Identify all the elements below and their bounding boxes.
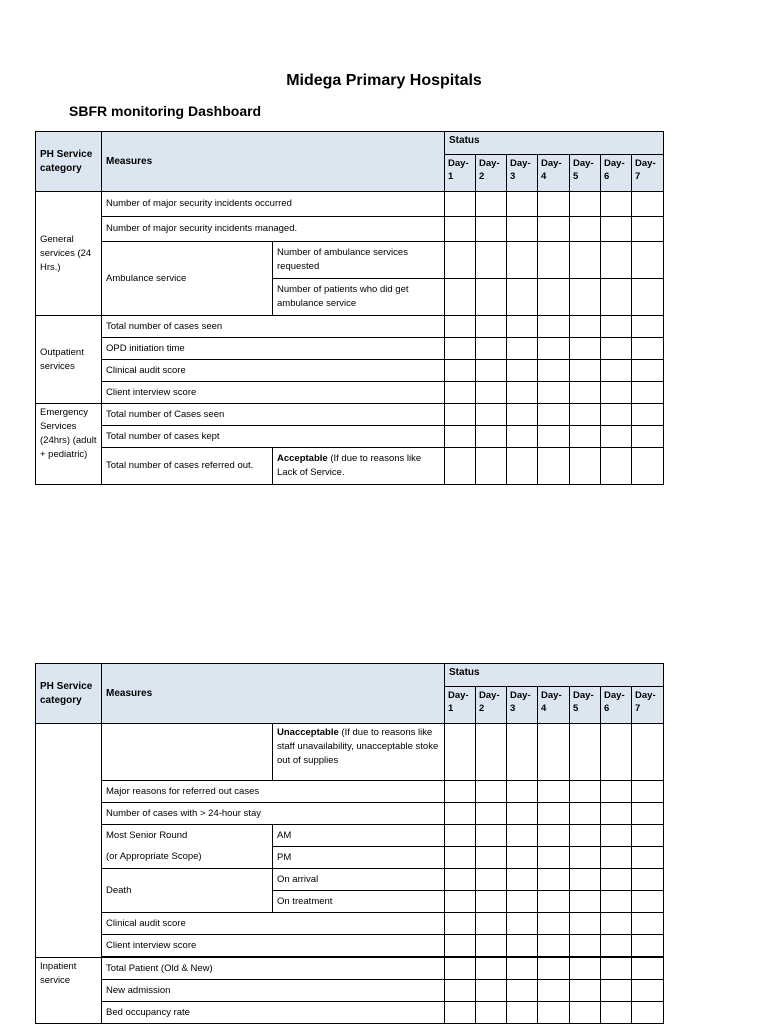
status-cell	[601, 192, 632, 217]
status-cell	[601, 426, 632, 448]
status-cell	[445, 781, 476, 803]
status-cell	[632, 724, 664, 781]
status-cell	[538, 1002, 570, 1024]
status-cell	[507, 825, 538, 847]
status-cell	[507, 1002, 538, 1024]
dashboard-subtitle: SBFR monitoring Dashboard	[69, 103, 262, 119]
measure-op-interview-score: Client interview score	[102, 382, 445, 404]
status-cell	[476, 803, 507, 825]
measure-er-cases-seen: Total number of Cases seen	[102, 404, 445, 426]
status-cell	[538, 360, 570, 382]
status-cell	[476, 958, 507, 980]
measure-referred-acceptable	[273, 448, 445, 485]
status-cell	[476, 891, 507, 913]
status-cell	[476, 825, 507, 847]
header-day-3: Day-3	[507, 155, 538, 192]
header-day-1: Day-1	[445, 155, 476, 192]
status-cell	[445, 825, 476, 847]
status-cell	[601, 869, 632, 891]
status-cell	[538, 891, 570, 913]
category-outpatient-services: Outpatient services	[36, 316, 102, 404]
measure-opd-initiation-time: OPD initiation time	[102, 338, 445, 360]
status-cell	[601, 980, 632, 1002]
status-cell	[570, 825, 601, 847]
header-day-6: Day-6	[601, 687, 632, 724]
status-cell	[538, 958, 570, 980]
status-cell	[476, 781, 507, 803]
status-cell	[632, 980, 664, 1002]
measure-security-occurred: Number of major security incidents occurred	[102, 192, 445, 217]
status-cell	[507, 338, 538, 360]
measure-op-audit-score: Clinical audit score	[102, 360, 445, 382]
status-cell	[632, 847, 664, 869]
header-day-7: Day-7	[632, 155, 664, 192]
status-cell	[570, 192, 601, 217]
status-cell	[570, 891, 601, 913]
dashboard-table-2	[35, 663, 664, 1024]
category-general-services: General services (24 Hrs.)	[36, 192, 102, 316]
status-cell	[601, 913, 632, 935]
status-cell	[445, 279, 476, 316]
status-cell	[570, 316, 601, 338]
status-cell	[632, 404, 664, 426]
header-status: Status	[445, 132, 664, 155]
status-cell	[538, 825, 570, 847]
status-cell	[507, 958, 538, 980]
status-cell	[538, 448, 570, 485]
status-cell	[601, 404, 632, 426]
measure-round-pm: PM	[273, 847, 445, 869]
status-cell	[570, 360, 601, 382]
status-cell	[476, 382, 507, 404]
header-day-7: Day-7	[632, 687, 664, 724]
measure-round-am: AM	[273, 825, 445, 847]
status-cell	[445, 724, 476, 781]
measure-appropriate-scope: (or Appropriate Scope)	[102, 847, 273, 869]
measure-ambulance-service: Ambulance service	[102, 242, 273, 316]
status-cell	[601, 935, 632, 957]
status-cell	[445, 192, 476, 217]
status-cell	[538, 724, 570, 781]
status-cell	[476, 448, 507, 485]
status-cell	[538, 279, 570, 316]
category-continued-blank	[36, 724, 102, 958]
status-cell	[507, 404, 538, 426]
status-cell	[570, 279, 601, 316]
status-cell	[570, 847, 601, 869]
status-cell	[601, 803, 632, 825]
status-cell	[445, 448, 476, 485]
status-cell	[570, 724, 601, 781]
status-cell	[632, 448, 664, 485]
status-cell	[570, 958, 601, 980]
status-cell	[601, 242, 632, 279]
status-cell	[632, 382, 664, 404]
status-cell	[476, 316, 507, 338]
status-cell	[601, 891, 632, 913]
status-cell	[445, 847, 476, 869]
status-cell	[601, 847, 632, 869]
measure-er-referred-out: Total number of cases referred out.	[102, 448, 273, 485]
header-day-1: Day-1	[445, 687, 476, 724]
status-cell	[476, 426, 507, 448]
status-cell	[601, 360, 632, 382]
status-cell	[476, 242, 507, 279]
status-cell	[570, 448, 601, 485]
measure-death-on-arrival: On arrival	[273, 869, 445, 891]
measure-op-cases-seen: Total number of cases seen	[102, 316, 445, 338]
status-cell	[476, 217, 507, 242]
status-cell	[570, 803, 601, 825]
measure-major-reasons: Major reasons for referred out cases	[102, 781, 445, 803]
measure-er-cases-kept: Total number of cases kept	[102, 426, 445, 448]
status-cell	[445, 217, 476, 242]
status-cell	[632, 825, 664, 847]
status-cell	[601, 279, 632, 316]
status-cell	[445, 404, 476, 426]
status-cell	[507, 426, 538, 448]
status-cell	[570, 217, 601, 242]
measure-senior-round: Most Senior Round	[102, 825, 273, 847]
status-cell	[476, 1002, 507, 1024]
header-status: Status	[445, 664, 664, 687]
status-cell	[632, 279, 664, 316]
status-cell	[570, 935, 601, 957]
status-cell	[538, 338, 570, 360]
status-cell	[476, 935, 507, 957]
document-title: Midega Primary Hospitals	[286, 72, 482, 89]
status-cell	[632, 781, 664, 803]
status-cell	[601, 382, 632, 404]
status-cell	[445, 980, 476, 1002]
status-cell	[538, 426, 570, 448]
header-measures: Measures	[102, 132, 445, 192]
status-cell	[445, 338, 476, 360]
status-cell	[445, 958, 476, 980]
status-cell	[538, 404, 570, 426]
header-day-4: Day-4	[538, 155, 570, 192]
status-cell	[570, 913, 601, 935]
status-cell	[601, 1002, 632, 1024]
measure-long-stay: Number of cases with > 24-hour stay	[102, 803, 445, 825]
measure-new-admission: New admission	[102, 980, 445, 1002]
status-cell	[476, 360, 507, 382]
header-day-2: Day-2	[476, 155, 507, 192]
dashboard-table-1	[35, 131, 664, 485]
status-cell	[507, 781, 538, 803]
status-cell	[570, 869, 601, 891]
status-cell	[632, 242, 664, 279]
status-cell	[632, 316, 664, 338]
acceptable-note: (If due to reasons like Lack of Service.	[277, 453, 422, 478]
category-inpatient-service: Inpatient service	[36, 958, 102, 1024]
status-cell	[570, 1002, 601, 1024]
status-cell	[570, 426, 601, 448]
status-cell	[601, 724, 632, 781]
measure-referred-unacceptable	[273, 724, 445, 781]
header-day-2: Day-2	[476, 687, 507, 724]
status-cell	[476, 192, 507, 217]
status-cell	[507, 869, 538, 891]
status-cell	[445, 803, 476, 825]
status-cell	[632, 935, 664, 957]
status-cell	[538, 382, 570, 404]
status-cell	[538, 217, 570, 242]
status-cell	[538, 913, 570, 935]
status-cell	[632, 913, 664, 935]
status-cell	[507, 242, 538, 279]
status-cell	[445, 316, 476, 338]
header-day-4: Day-4	[538, 687, 570, 724]
unacceptable-label: Unacceptable	[277, 727, 339, 738]
header-day-5: Day-5	[570, 687, 601, 724]
status-cell	[476, 869, 507, 891]
status-cell	[507, 316, 538, 338]
status-cell	[601, 338, 632, 360]
status-cell	[538, 869, 570, 891]
status-cell	[601, 781, 632, 803]
status-cell	[445, 913, 476, 935]
status-cell	[507, 847, 538, 869]
status-cell	[570, 404, 601, 426]
status-cell	[538, 847, 570, 869]
status-cell	[507, 891, 538, 913]
measure-blank	[102, 724, 273, 781]
status-cell	[570, 980, 601, 1002]
header-measures: Measures	[102, 664, 445, 724]
status-cell	[445, 891, 476, 913]
status-cell	[476, 847, 507, 869]
status-cell	[570, 242, 601, 279]
status-cell	[601, 825, 632, 847]
status-cell	[538, 935, 570, 957]
status-cell	[601, 448, 632, 485]
measure-bed-occupancy: Bed occupancy rate	[102, 1002, 445, 1024]
status-cell	[507, 217, 538, 242]
status-cell	[507, 980, 538, 1002]
status-cell	[538, 781, 570, 803]
status-cell	[445, 242, 476, 279]
status-cell	[507, 279, 538, 316]
measure-ambulance-patients: Number of patients who did get ambulance service	[273, 279, 445, 316]
status-cell	[632, 869, 664, 891]
status-cell	[445, 869, 476, 891]
status-cell	[476, 913, 507, 935]
header-day-6: Day-6	[601, 155, 632, 192]
status-cell	[507, 448, 538, 485]
header-day-5: Day-5	[570, 155, 601, 192]
header-category: PH Service category	[36, 132, 102, 192]
header-category: PH Service category	[36, 664, 102, 724]
status-cell	[570, 338, 601, 360]
status-cell	[476, 724, 507, 781]
status-cell	[601, 316, 632, 338]
status-cell	[601, 217, 632, 242]
status-cell	[570, 781, 601, 803]
status-cell	[632, 803, 664, 825]
status-cell	[507, 382, 538, 404]
status-cell	[570, 382, 601, 404]
status-cell	[601, 958, 632, 980]
status-cell	[632, 1002, 664, 1024]
status-cell	[507, 360, 538, 382]
measure-ambulance-requested: Number of ambulance services requested	[273, 242, 445, 279]
status-cell	[632, 192, 664, 217]
status-cell	[632, 338, 664, 360]
status-cell	[476, 404, 507, 426]
status-cell	[632, 360, 664, 382]
measure-death: Death	[102, 869, 273, 913]
status-cell	[507, 724, 538, 781]
status-cell	[476, 338, 507, 360]
status-cell	[632, 426, 664, 448]
measure-death-on-treatment: On treatment	[273, 891, 445, 913]
status-cell	[538, 803, 570, 825]
status-cell	[632, 217, 664, 242]
acceptable-label: Acceptable	[277, 453, 328, 464]
measure-audit-score: Clinical audit score	[102, 913, 445, 935]
status-cell	[445, 1002, 476, 1024]
status-cell	[507, 913, 538, 935]
status-cell	[538, 316, 570, 338]
status-cell	[538, 242, 570, 279]
status-cell	[538, 980, 570, 1002]
status-cell	[476, 279, 507, 316]
measure-interview-score: Client interview score	[102, 935, 445, 957]
status-cell	[445, 360, 476, 382]
status-cell	[507, 935, 538, 957]
category-emergency-services: Emergency Services (24hrs) (adult + pediatric)	[36, 404, 102, 485]
status-cell	[507, 803, 538, 825]
status-cell	[445, 426, 476, 448]
header-day-3: Day-3	[507, 687, 538, 724]
unacceptable-note: (If due to reasons like staff unavailability, unacceptable stoke out of supplies	[277, 727, 439, 766]
status-cell	[476, 980, 507, 1002]
measure-security-managed: Number of major security incidents managed.	[102, 217, 445, 242]
measure-total-patient: Total Patient (Old & New)	[102, 958, 445, 980]
status-cell	[445, 382, 476, 404]
status-cell	[632, 891, 664, 913]
status-cell	[632, 958, 664, 980]
status-cell	[445, 935, 476, 957]
status-cell	[538, 192, 570, 217]
status-cell	[507, 192, 538, 217]
